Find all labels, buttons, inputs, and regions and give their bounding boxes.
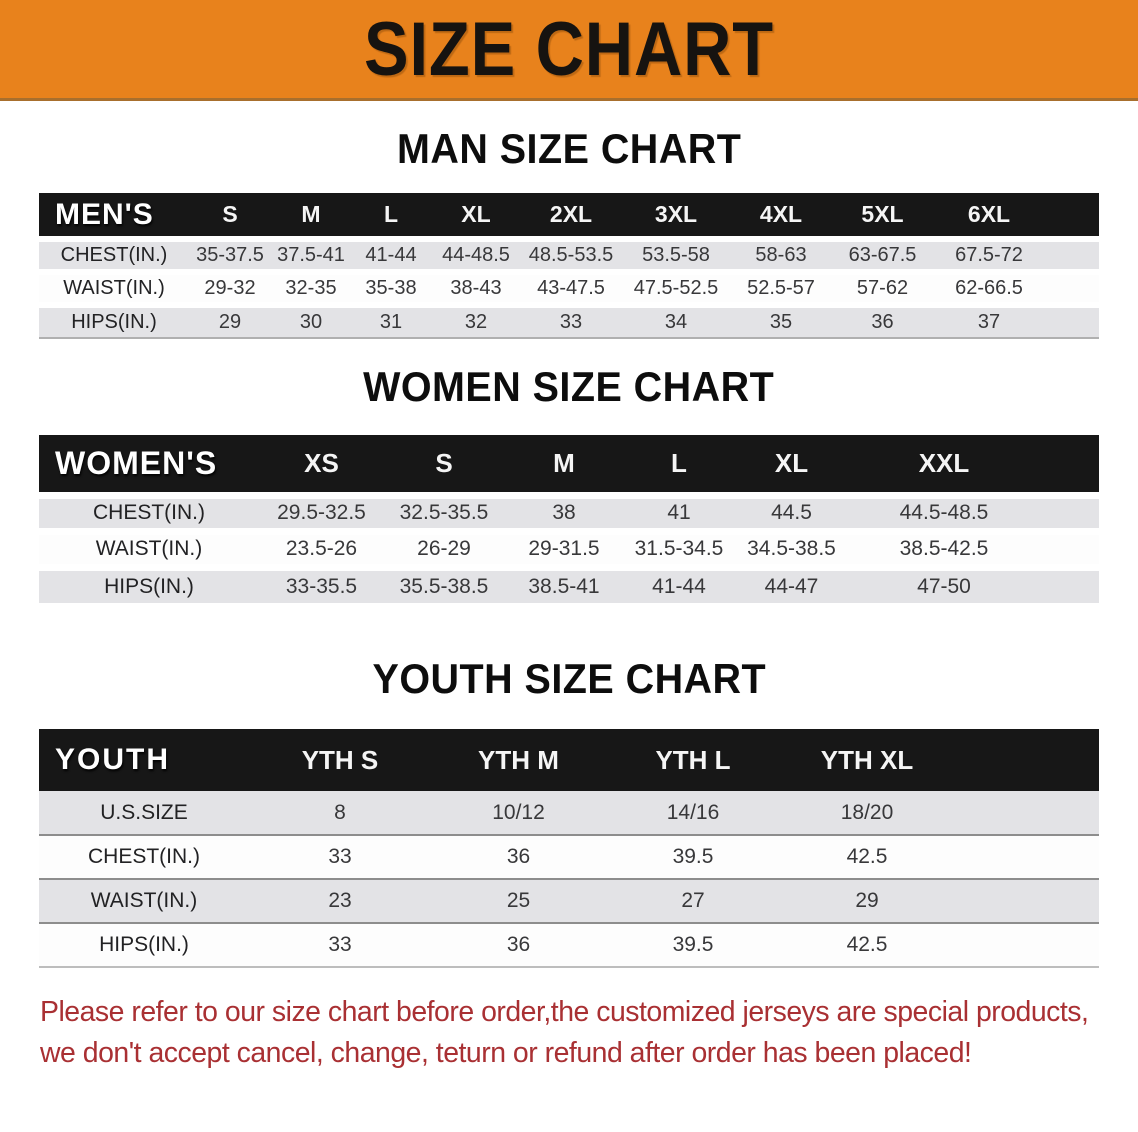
youth-waist-value: 29 — [780, 879, 954, 923]
row-spacer — [1044, 272, 1099, 305]
youth-waist-value: 23 — [249, 879, 431, 923]
row-label: CHEST(IN.) — [39, 835, 249, 879]
youth-ussize-value: 18/20 — [840, 800, 894, 824]
men-chest-value: 35-37.5 — [189, 239, 271, 272]
row-spacer — [1039, 531, 1099, 567]
row-label: HIPS(IN.) — [39, 923, 249, 967]
women-size-header: M — [504, 435, 624, 495]
youth-chest-value: 33 — [249, 835, 431, 879]
youth-waist-value: 25 — [431, 879, 606, 923]
women-hips-value: 41-44 — [624, 567, 734, 603]
youth-section-title — [0, 655, 1138, 703]
youth-waist-row — [39, 879, 1099, 923]
men-waist-row — [39, 272, 1099, 305]
youth-ussize-value: 10/12 — [492, 800, 545, 824]
row-spacer — [954, 923, 1099, 967]
women-waist-value: 34.5-38.5 — [734, 531, 849, 567]
men-size-table — [39, 193, 1099, 339]
men-chest-value: 53.5-58 — [621, 239, 731, 272]
women-size-header: XS — [259, 435, 384, 495]
youth-hips-row — [39, 923, 1099, 967]
women-hips-value: 47-50 — [849, 567, 1039, 603]
men-waist-value: 38-43 — [431, 272, 521, 305]
row-spacer — [954, 879, 1099, 923]
women-size-table — [39, 435, 1099, 603]
youth-header-row — [39, 729, 1099, 791]
row-label: WAIST(IN.) — [39, 879, 249, 923]
row-spacer — [954, 791, 1099, 835]
men-hips-value: 34 — [621, 305, 731, 338]
men-hips-value: 30 — [271, 305, 351, 338]
women-section-title-text: WOMEN SIZE CHART — [363, 363, 775, 410]
men-chest-value: 58-63 — [731, 239, 831, 272]
row-label: WAIST(IN.) — [39, 272, 189, 305]
youth-chest-value: 39.5 — [606, 835, 780, 879]
youth-hips-value: 42.5 — [780, 923, 954, 967]
men-waist-value: 35-38 — [351, 272, 431, 305]
youth-size-header: YTH S — [249, 729, 431, 791]
men-chest-value: 37.5-41 — [271, 239, 351, 272]
men-hips-value: 35 — [731, 305, 831, 338]
men-section-title — [0, 125, 1138, 173]
youth-size-header: YTH L — [606, 729, 780, 791]
women-chest-value: 44.5 — [734, 495, 849, 531]
men-header-row — [39, 193, 1099, 239]
women-corner-label: WOMEN'S — [39, 435, 259, 495]
men-size-header: 2XL — [521, 193, 621, 239]
men-size-header: M — [271, 193, 351, 239]
men-size-header: 3XL — [621, 193, 731, 239]
women-waist-value: 26-29 — [384, 531, 504, 567]
women-waist-row — [39, 531, 1099, 567]
youth-ussize-row — [39, 791, 1099, 835]
women-size-header: L — [624, 435, 734, 495]
youth-corner-label: YOUTH — [39, 729, 249, 791]
men-chest-value: 48.5-53.5 — [521, 239, 621, 272]
men-hips-value: 33 — [521, 305, 621, 338]
row-label: WAIST(IN.) — [39, 531, 259, 567]
men-chest-value: 41-44 — [351, 239, 431, 272]
men-waist-value: 29-32 — [189, 272, 271, 305]
men-size-header: 4XL — [731, 193, 831, 239]
women-waist-value: 31.5-34.5 — [624, 531, 734, 567]
disclaimer-line-2: we don't accept cancel, change, teturn or refund after order has been placed! — [40, 1037, 972, 1070]
row-spacer — [1044, 305, 1099, 338]
youth-size-table — [39, 729, 1099, 968]
women-chest-value: 38 — [504, 495, 624, 531]
youth-hips-value: 33 — [249, 923, 431, 967]
youth-chest-value: 42.5 — [780, 835, 954, 879]
youth-ussize-value: 8 — [334, 800, 346, 824]
men-hips-row — [39, 305, 1099, 338]
row-spacer — [954, 835, 1099, 879]
women-size-header: XXL — [849, 435, 1039, 495]
women-hips-row — [39, 567, 1099, 603]
row-spacer — [1039, 567, 1099, 603]
women-hips-value: 44-47 — [734, 567, 849, 603]
men-size-header: XL — [431, 193, 521, 239]
men-corner-label: MEN'S — [39, 193, 189, 239]
youth-chest-value: 36 — [431, 835, 606, 879]
men-hips-value: 31 — [351, 305, 431, 338]
disclaimer — [40, 992, 1110, 1074]
row-spacer — [1039, 495, 1099, 531]
disclaimer-line-1: Please refer to our size chart before order,the customized jerseys are special products, — [40, 996, 1089, 1028]
women-size-header: XL — [734, 435, 849, 495]
header-spacer — [1044, 193, 1099, 239]
women-hips-value: 35.5-38.5 — [384, 567, 504, 603]
women-hips-value: 33-35.5 — [259, 567, 384, 603]
banner-title: SIZE CHART — [363, 6, 775, 92]
men-hips-value: 32 — [431, 305, 521, 338]
men-hips-value: 29 — [189, 305, 271, 338]
women-size-header: S — [384, 435, 504, 495]
men-hips-value: 36 — [831, 305, 934, 338]
size-chart-banner — [0, 0, 1138, 101]
women-waist-value: 29-31.5 — [504, 531, 624, 567]
men-size-header: S — [189, 193, 271, 239]
row-label: HIPS(IN.) — [39, 305, 189, 338]
women-section-title — [0, 363, 1138, 411]
row-label: HIPS(IN.) — [39, 567, 259, 603]
men-chest-value: 67.5-72 — [934, 239, 1044, 272]
men-waist-value: 52.5-57 — [731, 272, 831, 305]
men-section-title-text: MAN SIZE CHART — [396, 125, 742, 172]
men-hips-value: 37 — [934, 305, 1044, 338]
youth-waist-value: 27 — [606, 879, 780, 923]
youth-ussize-value: 14/16 — [666, 800, 720, 824]
women-chest-value: 41 — [624, 495, 734, 531]
men-chest-value: 63-67.5 — [831, 239, 934, 272]
men-waist-value: 43-47.5 — [521, 272, 621, 305]
women-waist-value: 23.5-26 — [259, 531, 384, 567]
row-label: CHEST(IN.) — [39, 495, 259, 531]
youth-size-header: YTH XL — [780, 729, 954, 791]
men-size-header: L — [351, 193, 431, 239]
men-waist-value: 32-35 — [271, 272, 351, 305]
women-chest-value: 32.5-35.5 — [384, 495, 504, 531]
youth-hips-value: 39.5 — [606, 923, 780, 967]
row-label: CHEST(IN.) — [39, 239, 189, 272]
youth-chest-row — [39, 835, 1099, 879]
men-size-header: 6XL — [934, 193, 1044, 239]
header-spacer — [1039, 435, 1099, 495]
men-waist-value: 47.5-52.5 — [621, 272, 731, 305]
men-size-header: 5XL — [831, 193, 934, 239]
youth-section-title-text: YOUTH SIZE CHART — [372, 655, 766, 702]
women-waist-value: 38.5-42.5 — [849, 531, 1039, 567]
women-chest-row — [39, 495, 1099, 531]
women-header-row — [39, 435, 1099, 495]
women-chest-value: 44.5-48.5 — [849, 495, 1039, 531]
men-chest-row — [39, 239, 1099, 272]
women-chest-value: 29.5-32.5 — [259, 495, 384, 531]
youth-hips-value: 36 — [431, 923, 606, 967]
men-waist-value: 62-66.5 — [934, 272, 1044, 305]
men-waist-value: 57-62 — [831, 272, 934, 305]
header-spacer — [954, 729, 1099, 791]
row-label: U.S.SIZE — [100, 800, 188, 824]
men-chest-value: 44-48.5 — [431, 239, 521, 272]
row-spacer — [1044, 239, 1099, 272]
women-hips-value: 38.5-41 — [504, 567, 624, 603]
youth-size-header: YTH M — [431, 729, 606, 791]
